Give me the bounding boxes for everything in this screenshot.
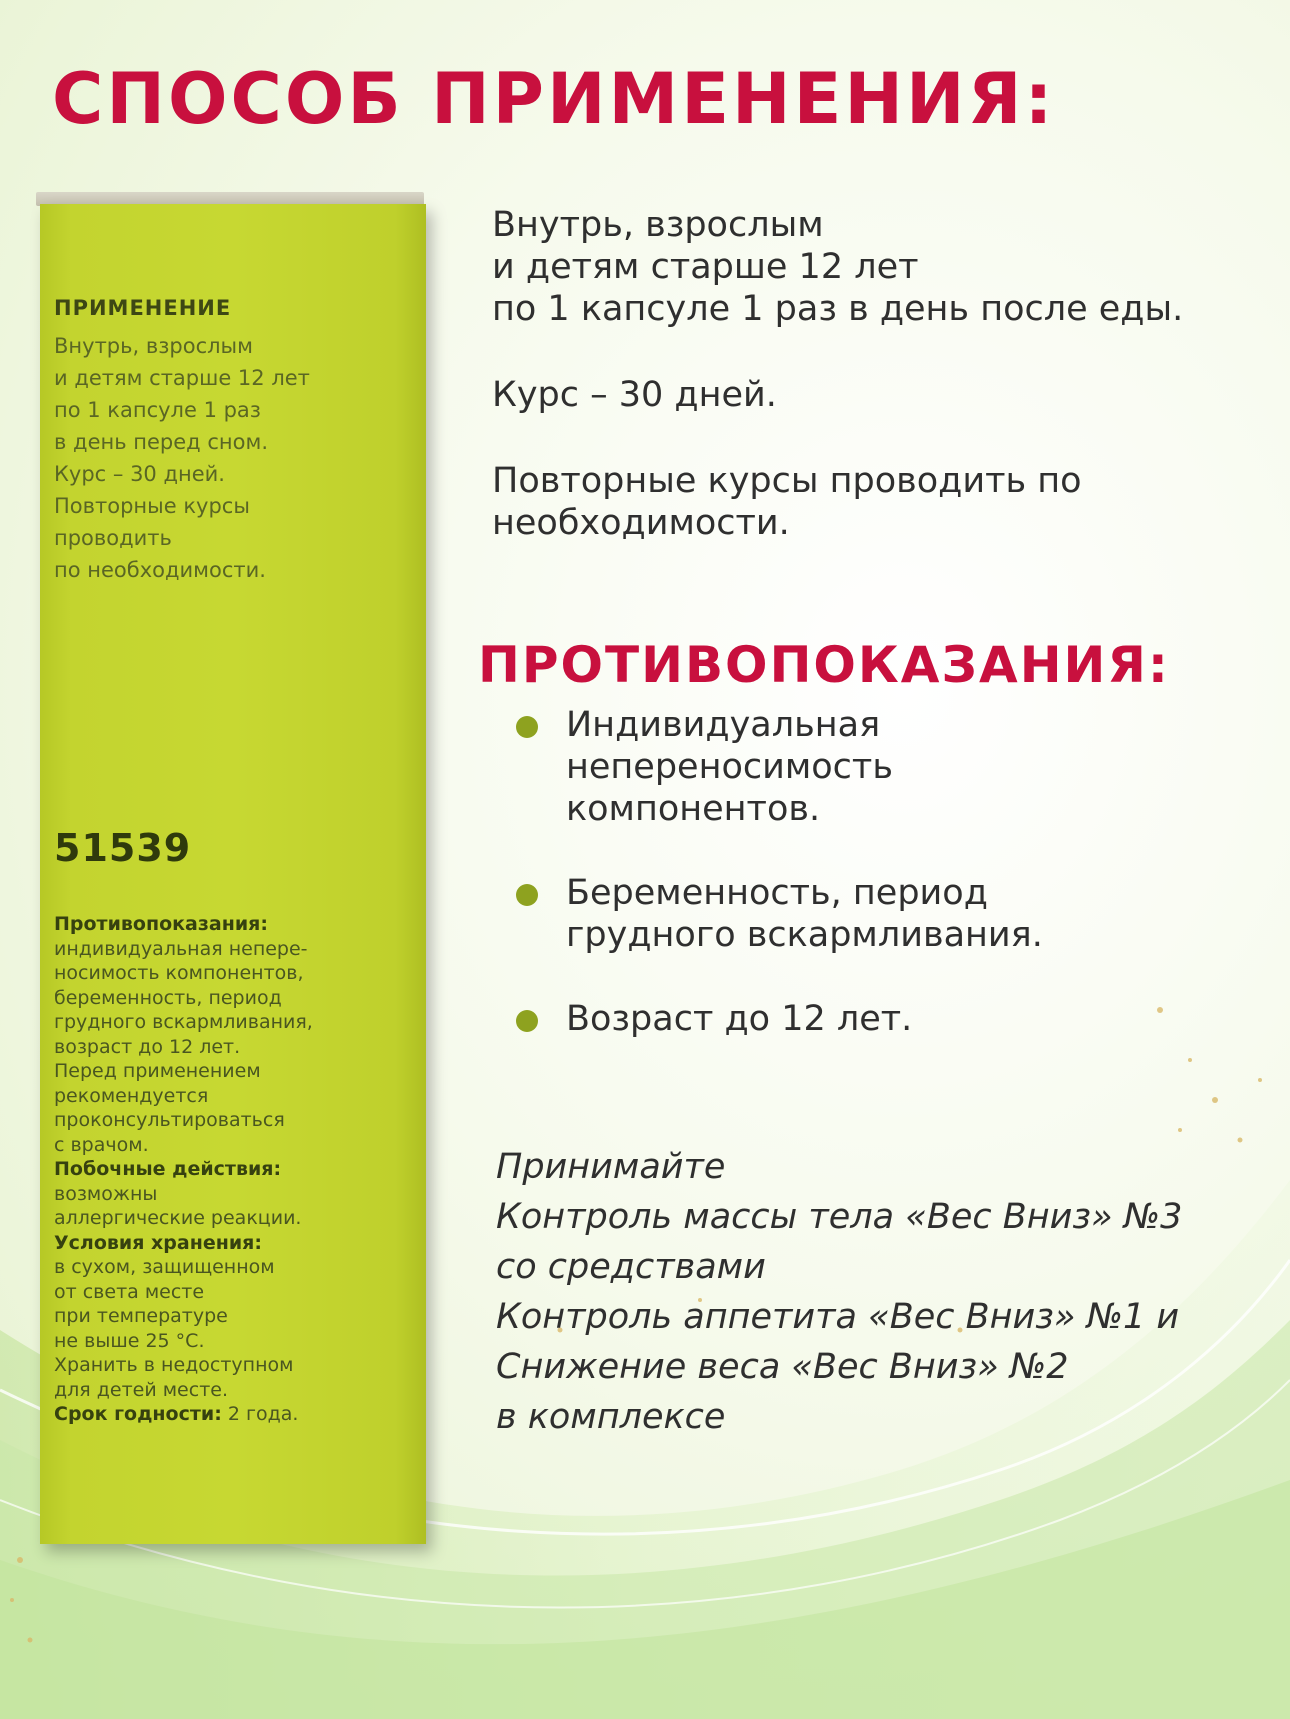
box-usage-text: Внутрь, взрослым и детям старше 12 лет по 1 капсуле 1 раз в день перед сном. Курс – 30 дней. Повторные курсы проводить по необходимости. [54, 334, 310, 582]
list-item: Возраст до 12 лет. [516, 998, 1256, 1040]
usage-instructions [492, 204, 1272, 588]
contraindications-title: ПРОТИВОПОКАЗАНИЯ: [478, 636, 1170, 694]
usage-course: Курс – 30 дней. [492, 375, 777, 415]
box-contra-label: Противопоказания: [54, 913, 268, 935]
box-info-block [54, 912, 384, 1427]
box-shelf-life [54, 1402, 384, 1427]
list-item: Индивидуальная непереносимость компонентов. [516, 704, 1256, 830]
box-product-code: 51539 [54, 826, 192, 870]
box-storage-label: Условия хранения: [54, 1231, 262, 1254]
contraindications-list [516, 704, 1256, 1082]
usage-repeat: Повторные курсы проводить по необходимости. [492, 461, 1082, 543]
box-usage-heading: ПРИМЕНЕНИЕ [54, 296, 232, 320]
bullet-dot-icon [516, 1010, 538, 1032]
box-shelf-text: 2 года. [221, 1403, 299, 1425]
list-item: Беременность, период грудного вскармливания. [516, 872, 1256, 956]
box-side-effects-text: возможны аллергические реакции. [54, 1182, 302, 1229]
box-side-effects-label: Побочные действия: [54, 1158, 282, 1180]
box-storage-text: в сухом, защищенном от света месте при температуре не выше 25 °С. Хранить в недоступном для детей месте. [54, 1256, 294, 1401]
bullet-dot-icon [516, 716, 538, 738]
page-title: СПОСОБ ПРИМЕНЕНИЯ: [52, 58, 1056, 140]
bullet-dot-icon [516, 884, 538, 906]
box-contra-text: индивидуальная непере- носимость компонентов, беременность, период грудного вскармливания, возраст до 12 лет. Перед применением рекомендуется проконсультироваться с врачом. [54, 937, 313, 1156]
box-shelf-label: Срок годности: [54, 1403, 222, 1425]
combination-recommendation: Принимайте Контроль массы тела «Вес Вниз» №3 со средствами Контроль аппетита «Вес Вниз» №1 и Снижение веса «Вес Вниз» №2 в комплексе [496, 1147, 1183, 1437]
usage-dose: Внутрь, взрослым и детям старше 12 лет по 1 капсуле 1 раз в день после еды. [492, 205, 1184, 329]
